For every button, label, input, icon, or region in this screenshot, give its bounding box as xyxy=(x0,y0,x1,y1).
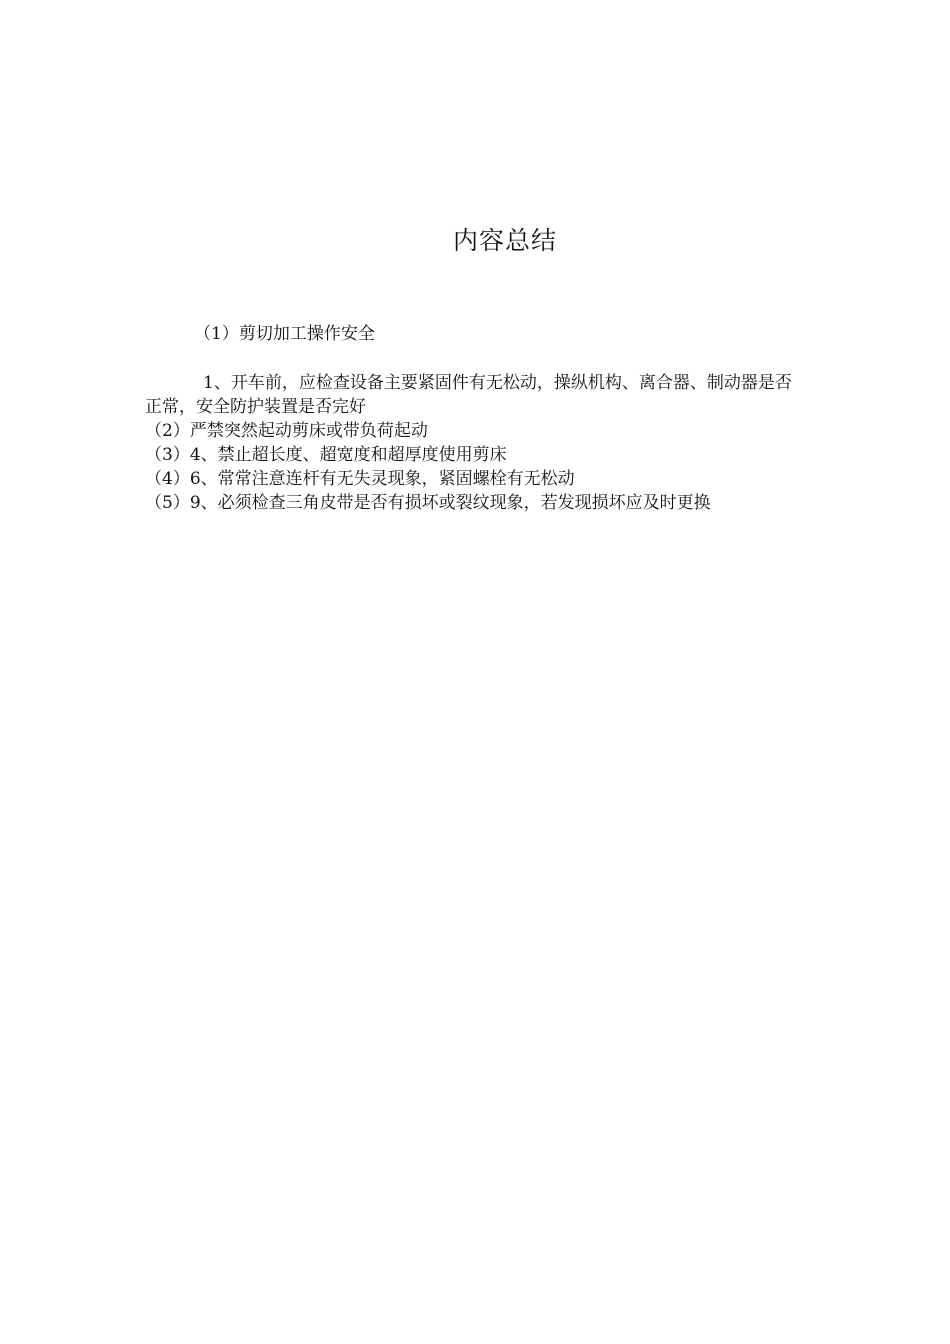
paragraph-1: 1、开车前，应检查设备主要紧固件有无松动，操纵机构、离合器、制动器是否正常，安全防护装置是否完好 xyxy=(145,373,792,417)
page-title: 内容总结 xyxy=(452,226,557,255)
body-text xyxy=(145,371,795,515)
paragraph-2: （2）严禁突然起动剪床或带负荷起动 xyxy=(145,421,428,441)
paragraph-3: （3）4、禁止超长度、超宽度和超厚度使用剪床 xyxy=(145,445,507,465)
section-heading: （1）剪切加工操作安全 xyxy=(194,324,375,344)
paragraph-4: （4）6、常常注意连杆有无失灵现象，紧固螺栓有无松动 xyxy=(145,469,575,489)
paragraph-5: （5）9、必须检查三角皮带是否有损坏或裂纹现象，若发现损坏应及时更换 xyxy=(145,493,711,513)
